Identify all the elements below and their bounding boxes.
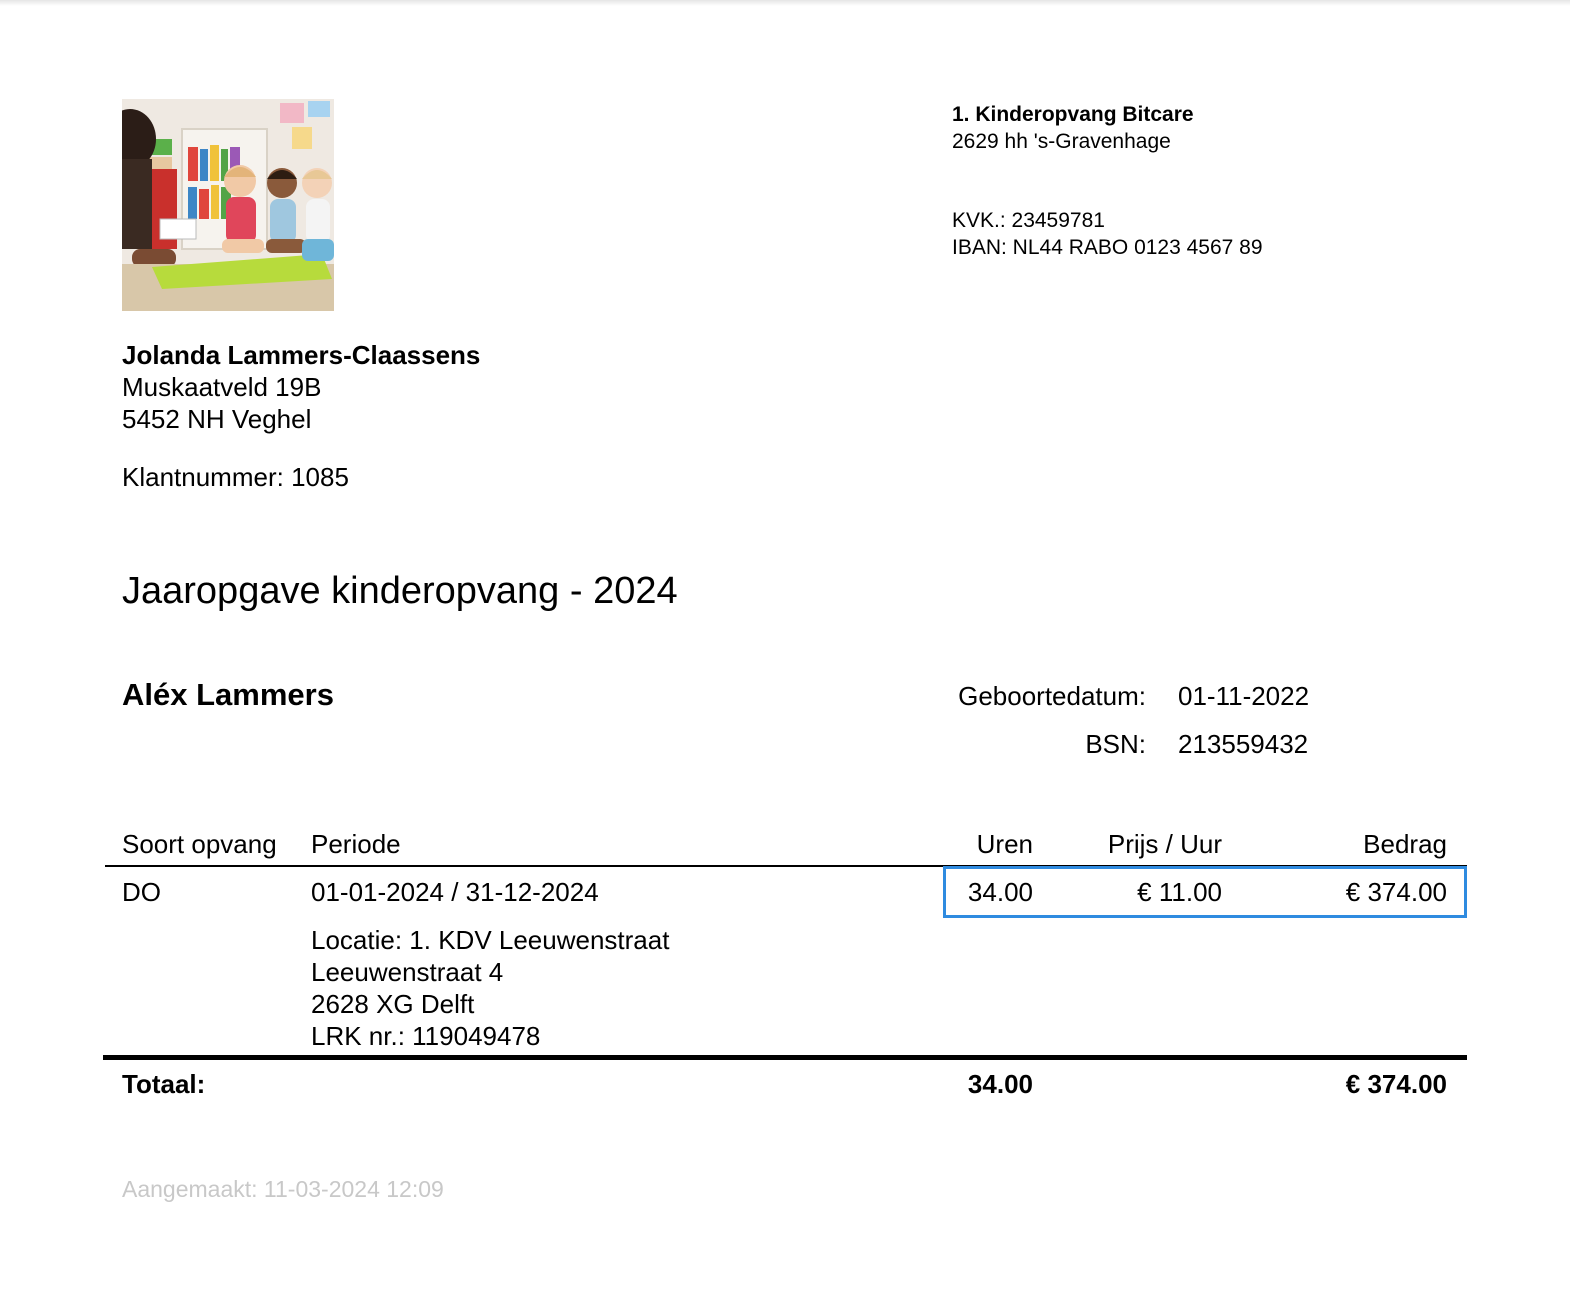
total-label: Totaal: (122, 1069, 206, 1099)
document-title: Jaaropgave kinderopvang - 2024 (122, 570, 678, 612)
company-name: 1. Kinderopvang Bitcare (952, 103, 1194, 126)
customer-block (122, 339, 480, 435)
birthdate-value: 01-11-2022 (1178, 681, 1310, 711)
bsn-label: BSN: (1085, 729, 1146, 759)
total-uren: 34.00 (967, 1069, 1033, 1099)
child-name: Aléx Lammers (122, 677, 334, 712)
row-soort: DO (122, 877, 161, 907)
company-kvk: KVK.: 23459781 (952, 209, 1105, 232)
header-periode: Periode (311, 829, 401, 859)
row-plaats: 2628 XG Delft (311, 989, 475, 1019)
selection-highlight (943, 866, 1467, 918)
row-prijs: € 11.00 (1137, 877, 1222, 907)
row-lrk: LRK nr.: 119049478 (311, 1021, 541, 1051)
bsn-value: 213559432 (1178, 729, 1309, 759)
customer-street: Muskaatveld 19B (122, 372, 322, 402)
row-bedrag: € 374.00 (1345, 877, 1447, 907)
children-reading-photo (122, 99, 334, 311)
row-uren: 34.00 (967, 877, 1033, 907)
row-locatie: Locatie: 1. KDV Leeuwenstraat (311, 925, 670, 955)
page-top-shadow (0, 0, 1570, 6)
total-bedrag: € 374.00 (1345, 1069, 1447, 1099)
company-address: 2629 hh 's-Gravenhage (952, 130, 1171, 153)
row-straat: Leeuwenstraat 4 (311, 957, 504, 987)
header-soort-opvang: Soort opvang (122, 829, 277, 859)
header-prijs-uur: Prijs / Uur (1107, 829, 1222, 859)
row-periode: 01-01-2024 / 31-12-2024 (311, 877, 599, 907)
company-iban: IBAN: NL44 RABO 0123 4567 89 (952, 236, 1263, 259)
company-block (952, 101, 1263, 261)
created-timestamp: Aangemaakt: 11-03-2024 12:09 (122, 1176, 444, 1202)
customer-name: Jolanda Lammers-Claassens (122, 340, 481, 370)
total-divider (103, 1055, 1467, 1060)
header-uren: Uren (976, 829, 1033, 859)
customer-city: 5452 NH Veghel (122, 404, 312, 434)
header-bedrag: Bedrag (1363, 829, 1447, 859)
birthdate-label: Geboortedatum: (958, 681, 1146, 711)
customer-number: Klantnummer: 1085 (122, 462, 349, 492)
